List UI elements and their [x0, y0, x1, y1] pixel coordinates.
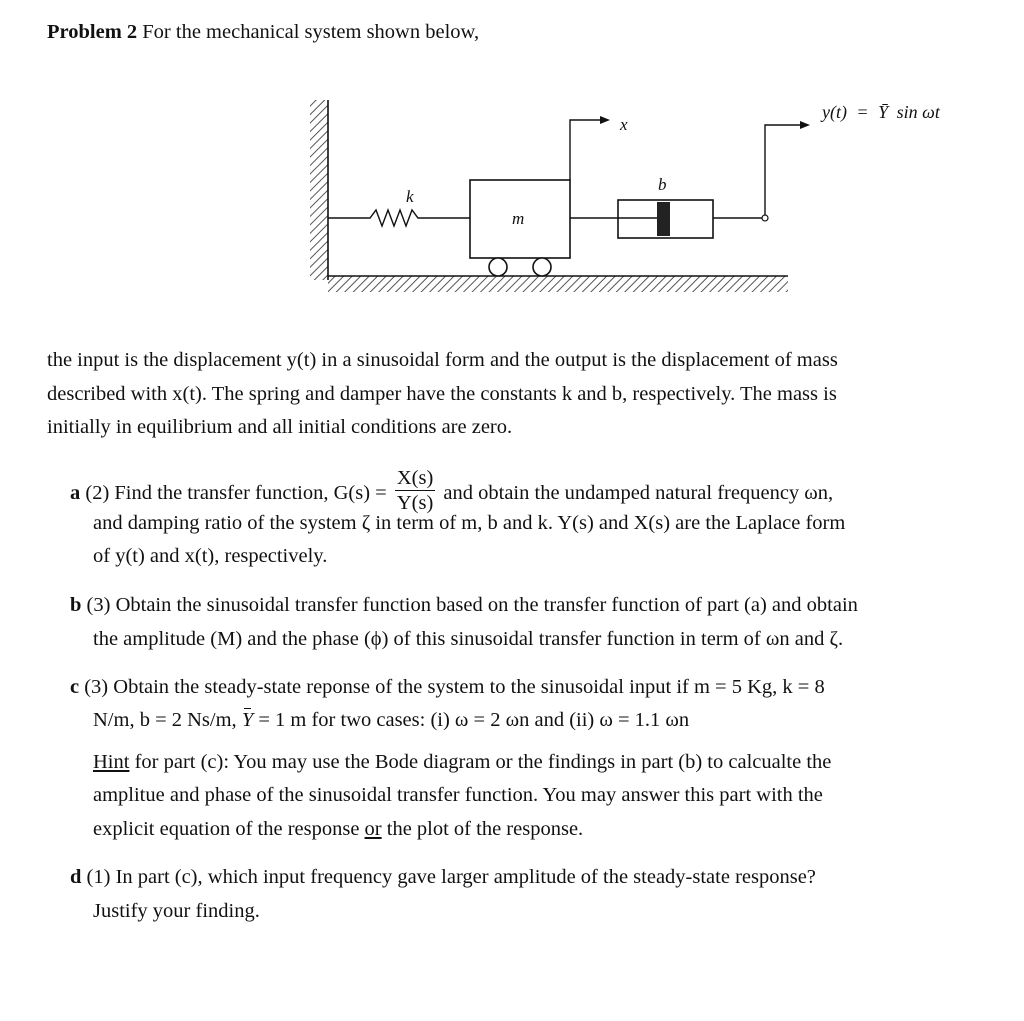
- hint-text-3b: the plot of the response.: [386, 818, 584, 840]
- part-a-post: and obtain the undamped natural frequency ωn,: [443, 482, 834, 505]
- hint-text-1: for part (c): You may use the Bode diagram or the findings in part (b) to calcualte the: [134, 751, 832, 773]
- mechanical-system-figure: [300, 90, 990, 305]
- y-indicator-line: [765, 125, 800, 218]
- wall-hatch: [310, 100, 328, 280]
- part-c-line-2: [93, 706, 689, 734]
- wheel-right: [533, 258, 551, 276]
- problem-heading: [47, 18, 479, 46]
- part-c-hint-line-2: amplitue and phase of the sinusoidal transfer function. You may answer this part with the: [93, 784, 823, 806]
- label-y-bar-symbol: Ȳ: [878, 102, 889, 122]
- part-d-letter: d: [70, 866, 82, 888]
- part-b-line-2: the amplitude (M) and the phase (ϕ) of this sinusoidal transfer function in term of ωn and ζ.: [93, 628, 844, 650]
- part-c-marks: (3): [84, 676, 109, 698]
- y-arrowhead: [800, 121, 810, 129]
- part-d-line-2: Justify your finding.: [93, 900, 260, 922]
- description-line-3: initially in equilibrium and all initial conditions are zero.: [47, 416, 513, 438]
- part-c-letter: c: [70, 676, 80, 698]
- spring: [328, 210, 470, 226]
- label-m: m: [512, 209, 525, 228]
- label-y-lhs: y(t): [822, 102, 847, 122]
- description-line-2: described with x(t). The spring and damper have the constants k and b, respectively. The mass is: [47, 383, 837, 405]
- fraction-numerator: X(s): [396, 467, 434, 489]
- part-c-text-2a: N/m, b = 2 Ns/m,: [93, 709, 237, 731]
- part-c-text-1: Obtain the steady-state reponse of the system to the sinusoidal input if m = 5 Kg, k = 8: [113, 676, 825, 698]
- hint-text-3a: explicit equation of the response: [93, 818, 360, 840]
- damper-piston: [657, 202, 670, 236]
- input-pin: [762, 215, 768, 221]
- part-c-hint-line-1: [93, 748, 831, 776]
- description-line-1: the input is the displacement y(t) in a sinusoidal form and the output is the displacement of mass: [47, 349, 838, 371]
- problem-label: Problem 2: [47, 21, 138, 43]
- part-d-text-1: In part (c), which input frequency gave larger amplitude of the steady-state response?: [115, 866, 816, 888]
- part-d-line-1: [70, 863, 816, 891]
- label-y-equation: [820, 102, 941, 123]
- problem-intro: For the mechanical system shown below,: [142, 21, 480, 43]
- part-a-line-3: of y(t) and x(t), respectively.: [93, 545, 328, 567]
- part-b-line-1: [70, 591, 858, 619]
- part-d-marks: (1): [86, 866, 111, 888]
- transfer-function-fraction: [395, 466, 435, 515]
- label-y-rhs: sin ωt: [896, 102, 940, 122]
- part-a-pre: Find the transfer function, G(s) =: [114, 482, 387, 505]
- label-y-eq: =: [857, 102, 868, 122]
- y-bar-symbol: Y: [242, 706, 253, 734]
- hint-label: Hint: [93, 751, 130, 773]
- wheel-left: [489, 258, 507, 276]
- part-a-line-2: and damping ratio of the system ζ in term of m, b and k. Y(s) and X(s) are the Laplace form: [93, 512, 846, 534]
- x-indicator-line: [570, 120, 600, 180]
- part-c-text-2b: = 1 m for two cases: (i) ω = 2 ωn and (ii) ω = 1.1 ωn: [258, 709, 690, 731]
- part-a-marks: (2): [85, 482, 110, 505]
- label-k: k: [406, 187, 414, 206]
- part-a-letter: a: [70, 482, 81, 505]
- part-b-marks: (3): [86, 594, 111, 616]
- ground-hatch: [328, 276, 788, 292]
- label-x: x: [620, 115, 628, 134]
- part-b-text-1: Obtain the sinusoidal transfer function based on the transfer function of part (a) and obtain: [115, 594, 858, 616]
- label-b: b: [658, 175, 667, 194]
- part-c-line-1: [70, 673, 825, 701]
- hint-text-or: or: [364, 818, 382, 840]
- x-arrowhead: [600, 116, 610, 124]
- part-b-letter: b: [70, 594, 82, 616]
- part-c-hint-line-3: [93, 815, 583, 843]
- fraction-denominator: Y(s): [396, 492, 434, 514]
